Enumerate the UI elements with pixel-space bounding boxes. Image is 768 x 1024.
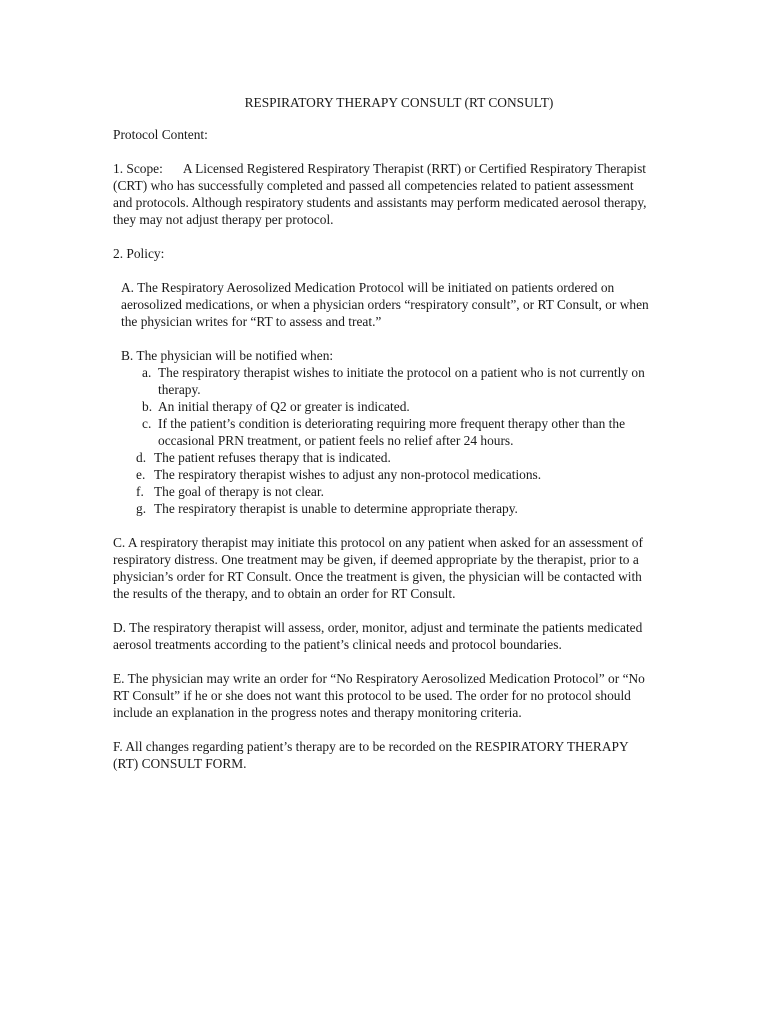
scope-paragraph (113, 160, 653, 228)
list-item: f. The goal of therapy is not clear. (136, 484, 324, 499)
section-b-heading: B. The physician will be notified when: (121, 348, 334, 363)
list-item: d. The patient refuses therapy that is indicated. (136, 450, 391, 465)
policy-heading: 2. Policy: (113, 246, 165, 261)
list-item: a. The respiratory therapist wishes to initiate the protocol on a patient who is not currently on therapy. (142, 365, 645, 397)
scope-label: 1. Scope: (113, 161, 163, 176)
policy-section-e: E. The physician may write an order for “No Respiratory Aerosolized Medication Protocol” or “No RT Consult” if he or she does not want this protocol to be used. The order for no protocol should include an explanation in the progress notes and therapy monitoring criteria. (113, 671, 645, 720)
list-item: g. The respiratory therapist is unable to determine appropriate therapy. (136, 501, 518, 516)
document-page (113, 94, 653, 789)
policy-section-f: F. All changes regarding patient’s therapy are to be recorded on the RESPIRATORY THERAPY (RT) CONSULT FORM. (113, 739, 629, 771)
policy-section-c: C. A respiratory therapist may initiate this protocol on any patient when asked for an assessment of respiratory distress. One treatment may be given, if deemed appropriate by the therapist, prior to a physician’s order for RT Consult. Once the treatment is given, the physician will be contacted with the results of the therapy, and to obtain an order for RT Consult. (113, 535, 643, 601)
policy-section-d: D. The respiratory therapist will assess, order, monitor, adjust and terminate the patients medicated aerosol treatments according to the patient’s clinical needs and protocol boundaries. (113, 620, 643, 652)
policy-section-a: A. The Respiratory Aerosolized Medication Protocol will be initiated on patients ordered on aerosolized medications, or when a physician orders “respiratory consult”, or RT Consult, or when the physician writes for “RT to assess and treat.” (121, 280, 649, 329)
policy-section-b (113, 347, 653, 517)
list-item: b. An initial therapy of Q2 or greater is indicated. (142, 399, 410, 414)
document-title: RESPIRATORY THERAPY CONSULT (RT CONSULT) (244, 95, 554, 110)
scope-text: A Licensed Registered Respiratory Therapist (RRT) or Certified Respiratory Therapist (CRT) who has successfully completed and passed all competencies related to patient assessment and protocols. Although respiratory students and assistants may perform medicated aerosol therapy, they may not adjust therapy per protocol. (113, 161, 647, 227)
notification-list (113, 364, 653, 517)
protocol-heading: Protocol Content: (113, 127, 208, 142)
list-item: e. The respiratory therapist wishes to adjust any non-protocol medications. (136, 467, 542, 482)
list-item: c. If the patient’s condition is deteriorating requiring more frequent therapy other than the occasional PRN treatment, or patient feels no relief after 24 hours. (142, 416, 626, 448)
